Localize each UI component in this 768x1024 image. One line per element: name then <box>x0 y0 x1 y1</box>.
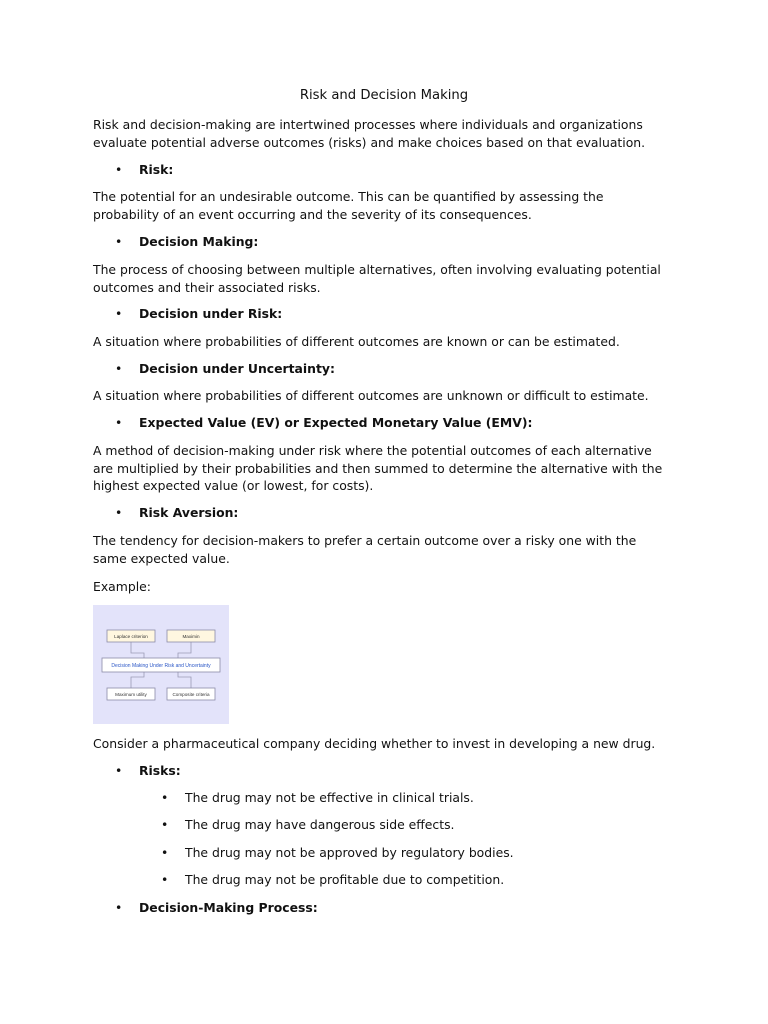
term-definition-risk: The potential for an undesirable outcome. This can be quantified by assessing the probability of an event occurring and the severity of its consequences. <box>93 189 604 222</box>
term-label: Decision Making: <box>139 234 259 249</box>
example-text: Consider a pharmaceutical company deciding whether to invest in developing a new drug. <box>93 736 656 751</box>
term-definition-decision-making: The process of choosing between multiple alternatives, often involving evaluating potential outcomes and their associated risks. <box>93 262 661 295</box>
risks-bullet <box>115 762 181 780</box>
risk-item-text: The drug may not be effective in clinical trials. <box>185 790 474 805</box>
risk-item <box>161 789 474 807</box>
term-label: Decision under Uncertainty: <box>139 361 335 376</box>
intro-paragraph: Risk and decision-making are intertwined processes where individuals and organizations evaluate potential adverse outcomes (risks) and make choices based on that evaluation. <box>93 117 646 150</box>
diagram-label: Composite criteria <box>172 692 210 698</box>
diagram-node-top-left <box>107 630 155 642</box>
risk-item-text: The drug may not be approved by regulatory bodies. <box>185 845 514 860</box>
diagram-label: Laplace criterion <box>114 634 148 640</box>
decision-diagram-image <box>93 605 229 724</box>
risk-item <box>161 844 514 862</box>
page-title: Risk and Decision Making <box>299 88 469 103</box>
term-definition-decision-under-uncertainty: A situation where probabilities of different outcomes are unknown or difficult to estimate. <box>93 388 649 403</box>
term-label: Expected Value (EV) or Expected Monetary Value (EMV): <box>139 415 533 430</box>
term-bullet-risk <box>115 161 174 179</box>
term-bullet-decision-making <box>115 233 259 251</box>
diagram-node-bottom-left <box>107 688 155 700</box>
term-definition-expected-value: A method of decision-making under risk where the potential outcomes of each alternative are multiplied by their probabilities and then summed to determine the alternative with the highest expected value (or lowest, for costs). <box>93 443 663 493</box>
term-label: Risk Aversion: <box>139 505 239 520</box>
diagram-label: Maximum utility <box>115 692 147 698</box>
risks-label: Risks: <box>139 763 181 778</box>
term-bullet-decision-under-uncertainty <box>115 360 335 378</box>
process-label: Decision-Making Process: <box>139 900 318 915</box>
term-bullet-decision-under-risk <box>115 305 283 323</box>
diagram-node-top-right <box>167 630 215 642</box>
risk-item <box>161 871 505 889</box>
process-bullet <box>115 899 318 917</box>
diagram-node-bottom-right <box>167 688 215 700</box>
term-label: Risk: <box>139 162 174 177</box>
diagram-label: Decision Making Under Risk and Uncertainty <box>111 663 211 670</box>
term-label: Decision under Risk: <box>139 306 283 321</box>
diagram-label: Maximin <box>182 634 200 640</box>
example-label: Example: <box>93 579 151 594</box>
risk-item <box>161 816 455 834</box>
risk-item-text: The drug may not be profitable due to competition. <box>185 872 505 887</box>
term-bullet-risk-aversion <box>115 504 239 522</box>
risk-item-text: The drug may have dangerous side effects. <box>185 817 455 832</box>
term-definition-risk-aversion: The tendency for decision-makers to prefer a certain outcome over a risky one with the same expected value. <box>93 533 637 566</box>
term-definition-decision-under-risk: A situation where probabilities of different outcomes are known or can be estimated. <box>93 334 620 349</box>
diagram-node-center <box>102 658 220 672</box>
term-bullet-expected-value <box>115 414 533 432</box>
